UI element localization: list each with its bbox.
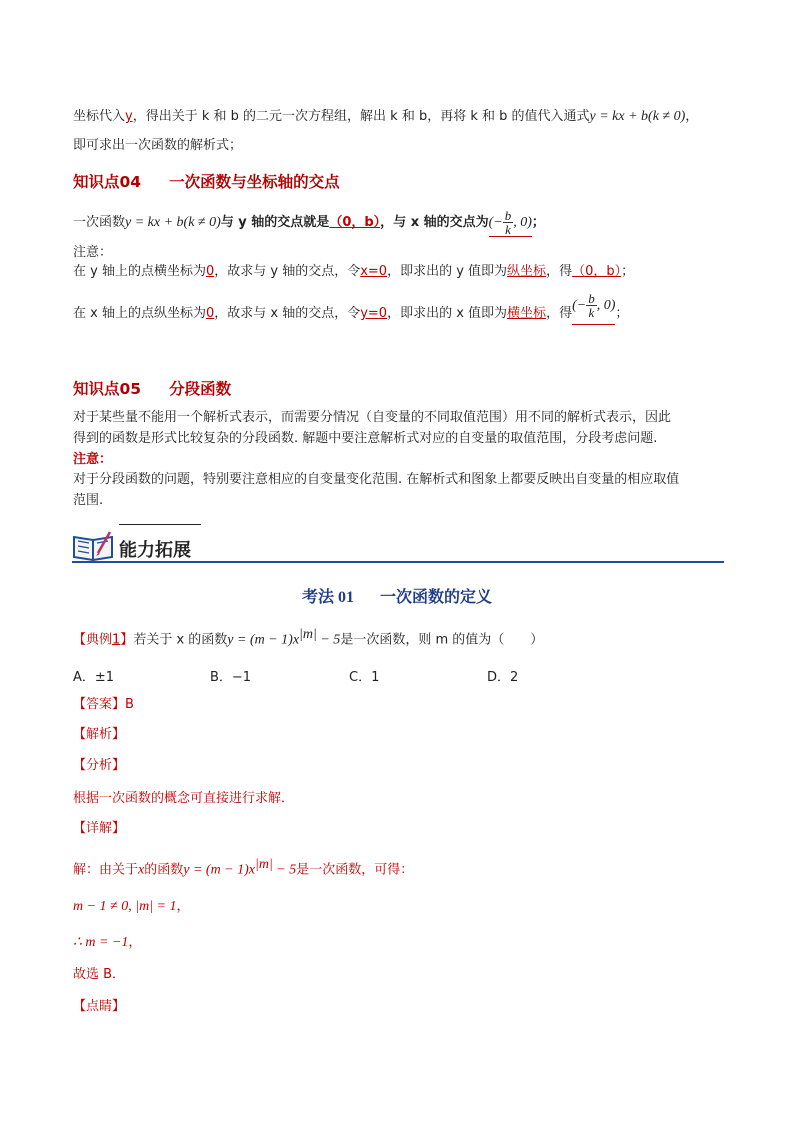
intro-line-2: 即可求出一次函数的解析式；	[73, 138, 243, 153]
example-question: 【典例1】若关于 x 的函数$y = (m - 1)x^{|m|} - 5$是一次函数，则 m 的值为（ ）	[73, 627, 544, 648]
kp04-note-1: 在 y 轴上的点横坐标为0，故求与 y 轴的交点，令x=0，即求出的 y 值即为纵坐标，得（0，b）；	[73, 264, 635, 279]
intro-line-1: 坐标代入y，得出关于 k 和 b 的二元一次方程组，解出 k 和 b，再将 k 和 b 的值代入通式y = kx + b(k ≠ 0)，	[73, 109, 699, 124]
kp05-line-1: 对于某些量不能用一个解析式表示，而需要分情况（自变量的不同取值范围）用不同的解析式表示，因此	[73, 410, 672, 425]
detail-line-1: 解：由关于x的函数$y = (m - 1)x^{|m|} - 5$是一次函数，可得：	[73, 857, 414, 878]
book-icon	[72, 527, 116, 561]
y-mark: y	[125, 109, 133, 124]
general-formula: y = kx + b(k ≠ 0)	[589, 109, 686, 124]
section-title: 能力拓展	[119, 540, 191, 561]
kp04-statement: 一次函数y = kx + b(k ≠ 0)与 y 轴的交点就是（0，b），与 x 轴的交点为(− $\frac{b}{k}$ , 0)；	[73, 208, 545, 237]
detail-line-2: m − 1 ≠ 0, |m| = 1，	[73, 899, 190, 914]
x-intercept-answer: (− $\frac{b}{k}$ , 0)	[572, 288, 615, 325]
detail-line-4: 故选 B．	[73, 967, 126, 982]
answer-line: 【答案】B	[73, 697, 134, 712]
kp05-note-label: 注意：	[73, 452, 113, 467]
choice-a: A．±1	[73, 670, 115, 685]
kp04-note-label: 注意：	[73, 245, 113, 260]
section-rule	[72, 561, 724, 563]
section-topline	[119, 524, 201, 525]
choice-c: C．1	[349, 670, 380, 685]
choice-b: B．−1	[210, 670, 252, 685]
y-intercept-point: （0，b）	[329, 215, 381, 230]
choice-d: D．2	[487, 670, 519, 685]
detail-label: 【详解】	[73, 821, 126, 836]
method-title: 考法 01 一次函数的定义	[301, 589, 493, 606]
fenxi-text: 根据一次函数的概念可直接进行求解．	[73, 791, 295, 806]
kp05-line-3: 对于分段函数的问题，特别要注意相应的自变量变化范围. 在解析式和图象上都要反映出自变量的相应取值	[73, 472, 680, 487]
x-intercept-point: (− $\frac{b}{k}$ , 0)	[488, 208, 532, 237]
kp04-note-2: 在 x 轴上的点纵坐标为0，故求与 x 轴的交点，令y=0，即求出的 x 值即为横坐标，得(− $\frac{b}{k}$ , 0)；	[73, 296, 628, 333]
kp05-line-2: 得到的函数是形式比较复杂的分段函数. 解题中要注意解析式对应的自变量的取值范围，分段考虑问题.	[73, 431, 658, 446]
fenxi-label: 【分析】	[73, 758, 126, 773]
kp05-line-4: 范围.	[73, 493, 104, 508]
kp04-heading: 知识点04 一次函数与坐标轴的交点	[73, 173, 340, 191]
analysis-label: 【解析】	[73, 727, 126, 742]
kp05-heading: 知识点05 分段函数	[73, 380, 232, 398]
detail-line-3: ∴ m = −1，	[73, 935, 142, 950]
comment-label: 【点睛】	[73, 999, 126, 1014]
